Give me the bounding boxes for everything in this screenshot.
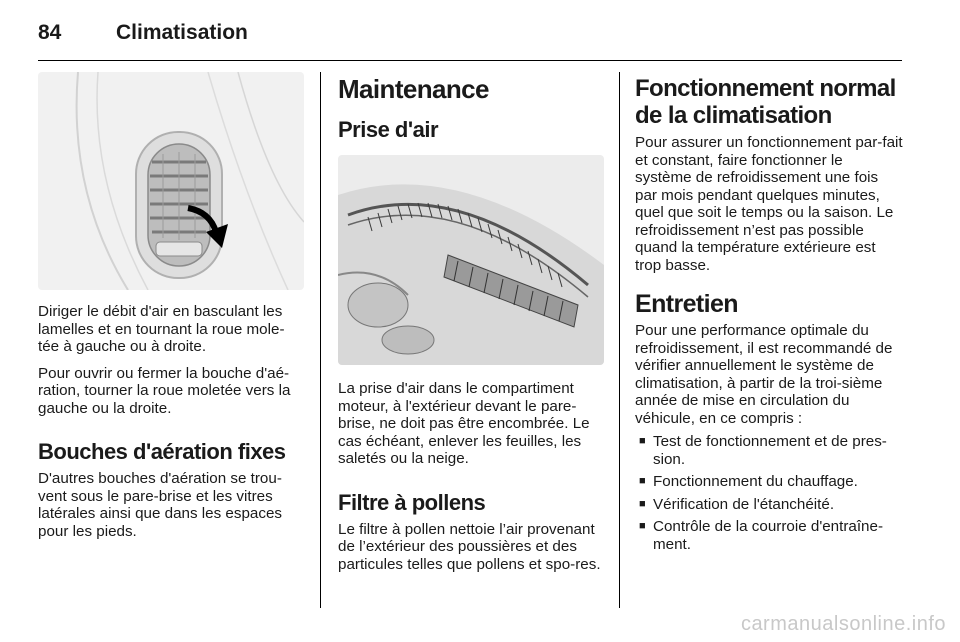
list-item <box>635 496 903 514</box>
list-item <box>635 473 903 491</box>
page-number: 84 <box>38 21 62 44</box>
body-paragraph: La prise d'air dans le compartiment moteur, à l'extérieur devant le pare-brise, ne doit pas être encombrée. Le cas échéant, enlever les feuilles, les saletés ou la neige. <box>338 380 590 467</box>
bullet-square-icon: ■ <box>639 497 646 510</box>
column-divider-1 <box>320 72 321 608</box>
bullet-square-icon: ■ <box>639 520 646 532</box>
list-item-text: Fonctionnement du chauffage. <box>653 473 858 490</box>
list-item <box>635 433 903 468</box>
list-item <box>635 518 903 553</box>
body-paragraph: D'autres bouches d'aération se trou-vent sous le pare-brise et les vitres latérales ainsi que dans les espaces pour les pieds. <box>38 470 282 540</box>
maintenance-checklist <box>635 433 903 553</box>
section-heading: Filtre à pollens <box>338 489 486 515</box>
body-paragraph: Pour ouvrir ou fermer la bouche d'aé-ration, tourner la roue moletée vers la gauche ou la droite. <box>38 364 291 417</box>
section-title: Maintenance <box>338 74 489 104</box>
body-paragraph: Le filtre à pollen nettoie l’air provenant de l’extérieur des poussières et des particules telles que pollens et spo-res. <box>338 520 601 573</box>
list-item-text: Vérification de l'étanchéité. <box>653 495 835 513</box>
section-heading: Prise d'air <box>338 117 439 142</box>
body-paragraph: Diriger le débit d'air en basculant les lamelles et en tournant la roue mole-tée à gauche ou à droite. <box>38 303 285 355</box>
page-header <box>38 18 248 48</box>
bullet-square-icon: ■ <box>639 475 646 487</box>
header-rule <box>38 60 902 61</box>
list-item-text: Contrôle de la courroie d'entraîne-ment. <box>653 518 884 553</box>
air-intake-illustration <box>338 155 604 365</box>
watermark: carmanualsonline.info <box>740 613 946 635</box>
air-vent-illustration <box>38 72 304 290</box>
section-title: Fonctionnement normal de la climatisation <box>635 75 896 129</box>
column-3 <box>635 72 903 558</box>
column-2 <box>338 72 604 573</box>
list-item-text: Test de fonctionnement et de pres-sion. <box>653 433 887 468</box>
body-paragraph: Pour assurer un fonctionnement par-fait et constant, faire fonctionner le système de refroidissement une fois par mois pendant quelques minutes, quel que soit le temps ou la saison. Le refroidissement n’est pas possible quand la température extérieure est trop basse. <box>635 134 903 274</box>
section-heading: Entretien <box>635 290 738 318</box>
bullet-square-icon: ■ <box>639 435 646 447</box>
column-1 <box>38 72 304 540</box>
chapter-title: Climatisation <box>116 21 248 44</box>
column-divider-2 <box>619 72 620 608</box>
body-paragraph: Pour une performance optimale du refroidissement, il est recommandé de vérifier annuellement le système de climatisation, à partir de la troi-sième année de mise en circulation du véhicule, en ce compris : <box>635 322 893 427</box>
section-heading: Bouches d'aération fixes <box>38 439 286 464</box>
